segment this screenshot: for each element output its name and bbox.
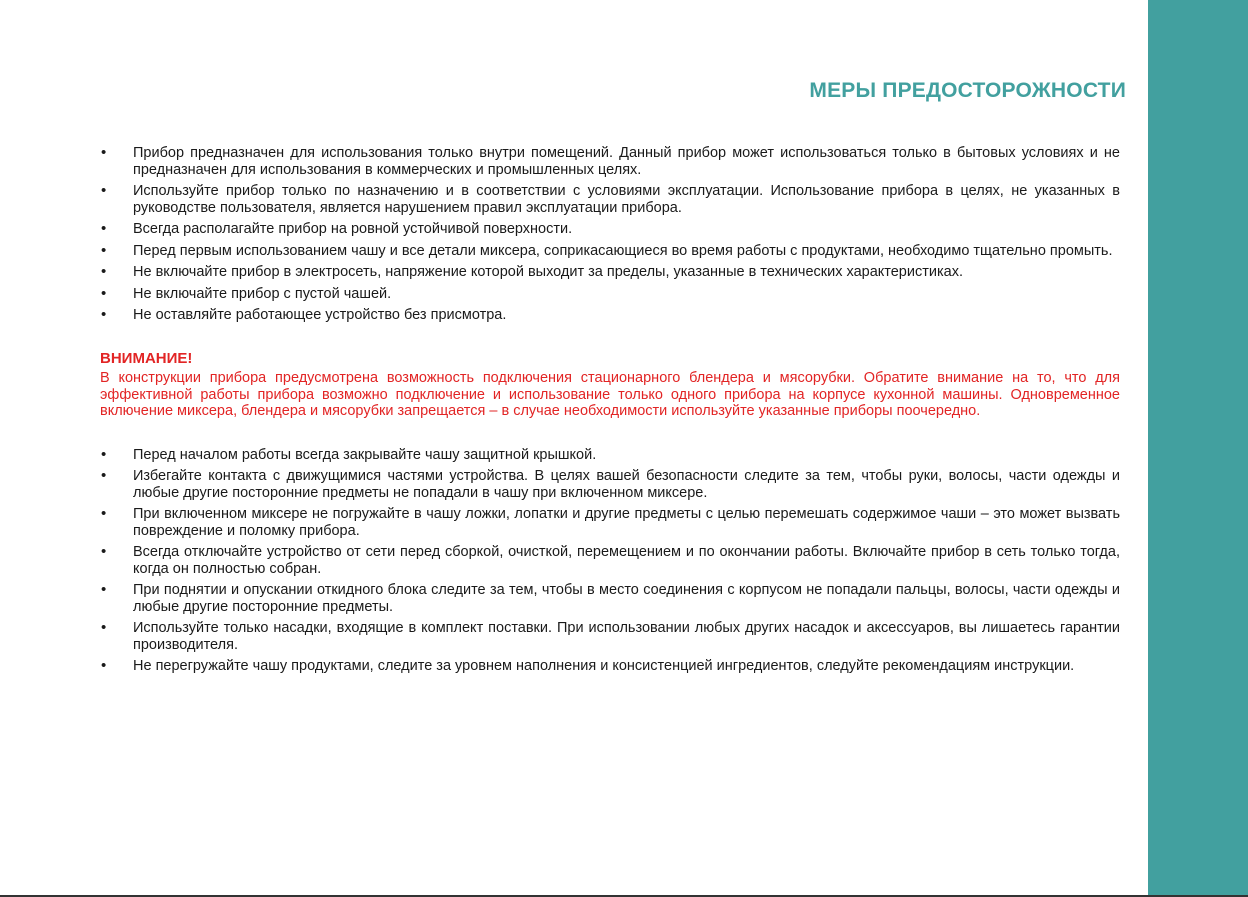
bullet-icon: • [101,445,107,463]
list-item: • Прибор предназначен для использования только внутри помещений. Данный прибор может использоваться только в бытовых условиях и не предназначен для использования в коммерческих и промышленных целях. [101,144,1120,178]
list-item: • Не включайте прибор в электросеть, напряжение которой выходит за пределы, указанные в технических характеристиках. [101,263,963,280]
list-item: • При поднятии и опускании откидного блока следите за тем, чтобы в место соединения с корпусом не попадали пальцы, волосы, части одежды и любые другие посторонние предметы. [101,581,1120,615]
precautions-list-1 [100,145,1120,324]
bullet-icon: • [101,220,107,237]
bullet-icon: • [101,543,107,560]
bullet-icon: • [101,182,107,199]
list-item: • Перед первым использованием чашу и все детали миксера, соприкасающиеся во время работы с продуктами, необходимо тщательно промыть. [101,241,1113,259]
warning-block [100,351,1120,420]
bullet-icon: • [101,505,107,522]
list-item: • При включенном миксере не погружайте в чашу ложки, лопатки и другие предметы с целью перемешать содержимое чаши – это может вызвать повреждение и поломку прибора. [101,505,1120,539]
content-area [100,145,1120,680]
warning-title: ВНИМАНИЕ! [100,349,193,367]
list-item: • Используйте прибор только по назначению и в соответствии с условиями эксплуатации. Использование прибора в целях, не указанных в руководстве пользователя, является нарушением правил эксплуатации прибора. [101,182,1120,216]
bullet-icon: • [101,467,107,484]
list-item: • Не оставляйте работающее устройство без присмотра. [101,306,507,323]
bullet-icon: • [101,263,107,280]
list-item: • Всегда располагайте прибор на ровной устойчивой поверхности. [101,220,573,237]
side-color-band [1148,0,1248,895]
bullet-icon: • [101,284,107,302]
bullet-icon: • [101,306,107,323]
list-item: • Всегда отключайте устройство от сети перед сборкой, очисткой, перемещением и по окончании работы. Включайте прибор в сеть только тогда, когда он полностью собран. [101,543,1120,577]
bullet-icon: • [101,144,107,161]
bullet-icon: • [101,241,107,259]
list-item: • Используйте только насадки, входящие в комплект поставки. При использовании любых других насадок и аксессуаров, вы лишаетесь гарантии производителя. [101,619,1120,653]
bullet-icon: • [101,657,107,674]
precautions-list-2 [100,447,1120,675]
warning-text: В конструкции прибора предусмотрена возможность подключения стационарного блендера и мясорубки. Обратите внимание на то, что для эффективной работы прибора возможно подключение и использование только одного прибора на корпусе кухонной машины. Одновременное включение миксера, блендера и мясорубки запрещается – в случае необходимости используйте указанные приборы поочередно. [100,370,1120,419]
bullet-icon: • [101,619,107,636]
bullet-icon: • [101,581,107,598]
list-item: • Избегайте контакта с движущимися частями устройства. В целях вашей безопасности следите за тем, чтобы руки, волосы, части одежды и любые другие посторонние предметы не попадали в чашу при включенном миксере. [101,467,1120,501]
list-item: • Не включайте прибор с пустой чашей. [101,284,392,302]
page-title: МЕРЫ ПРЕДОСТОРОЖНОСТИ [809,79,1126,102]
list-item: • Не перегружайте чашу продуктами, следите за уровнем наполнения и консистенцией ингредиентов, следуйте рекомендациям инструкции. [101,657,1075,674]
list-item: • Перед началом работы всегда закрывайте чашу защитной крышкой. [101,445,597,463]
